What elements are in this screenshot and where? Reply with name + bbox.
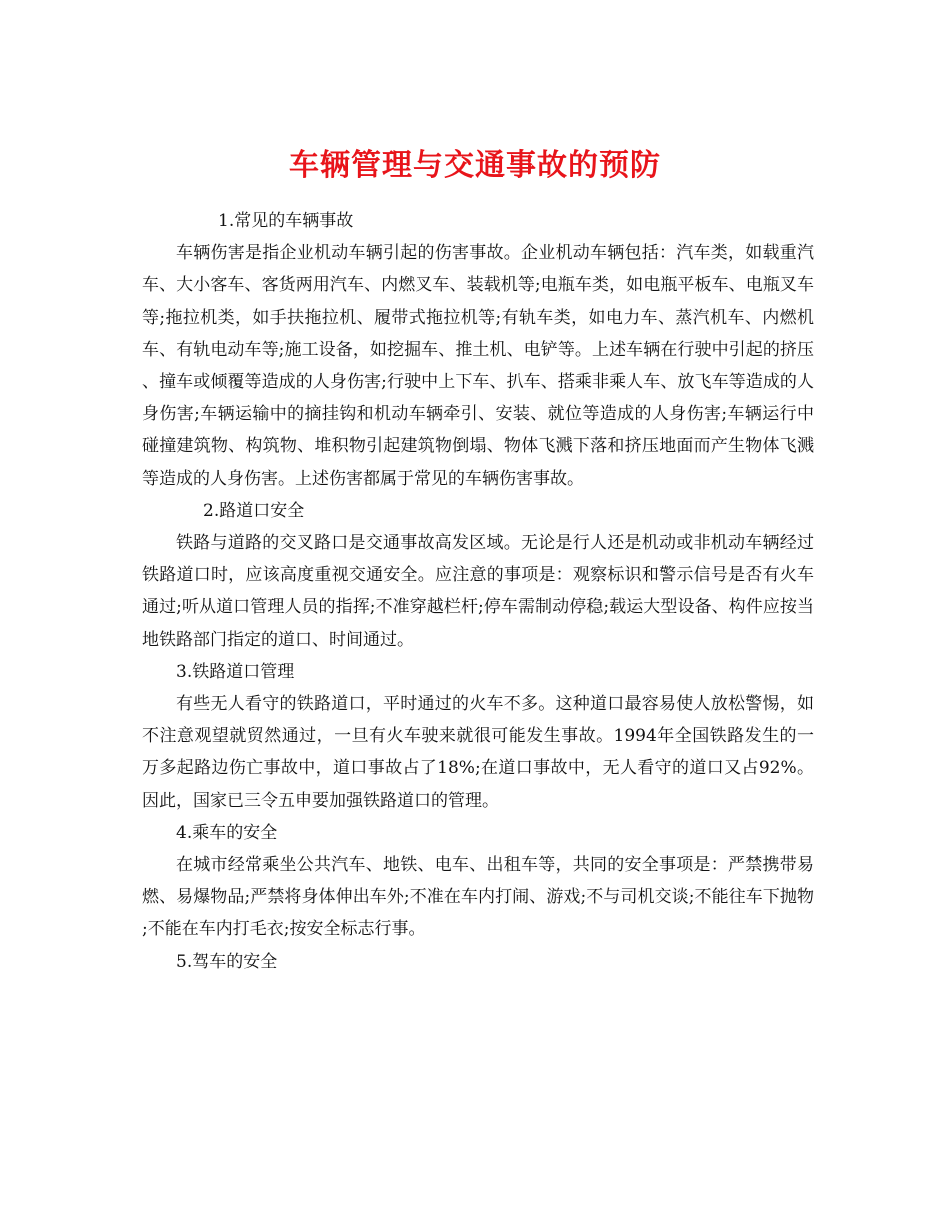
section-heading-2: 2.路道口安全 — [203, 500, 305, 521]
section-paragraph-2: 铁路与道路的交叉路口是交通事故高发区域。无论是行人还是机动或非机动车辆经过铁路道口时，应该高度重视交通安全。应注意的事项是：观察标识和警示信号是否有火车通过;听从道口管理人员的指挥;不准穿越栏杆;停车需制动停稳;载运大型设备、构件应按当地铁路部门指定的道口、时间通过。 — [142, 533, 814, 650]
document-body — [142, 205, 814, 978]
section-heading-4: 4.乘车的安全 — [176, 822, 278, 843]
section-paragraph-1: 车辆伤害是指企业机动车辆引起的伤害事故。企业机动车辆包括：汽车类，如载重汽车、大小客车、客货两用汽车、内燃叉车、装载机等;电瓶车类，如电瓶平板车、电瓶叉车等;拖拉机类，如手扶拖拉机、履带式拖拉机等;有轨车类，如电力车、蒸汽机车、内燃机车、有轨电动车等;施工设备，如挖掘车、推土机、电铲等。上述车辆在行驶中引起的挤压、撞车或倾覆等造成的人身伤害;行驶中上下车、扒车、搭乘非乘人车、放飞车等造成的人身伤害;车辆运输中的摘挂钩和机动车辆牵引、安装、就位等造成的人身伤害;车辆运行中碰撞建筑物、构筑物、堆积物引起建筑物倒塌、物体飞溅下落和挤压地面而产生物体飞溅等造成的人身伤害。上述伤害都属于常见的车辆伤害事故。 — [142, 243, 814, 489]
section-heading-3: 3.铁路道口管理 — [176, 661, 295, 682]
section-paragraph-3: 有些无人看守的铁路道口，平时通过的火车不多。这种道口最容易使人放松警惕，如不注意观望就贸然通过，一旦有火车驶来就很可能发生事故。1994年全国铁路发生的一万多起路边伤亡事故中，道口事故占了18%;在道口事故中，无人看守的道口又占92%。因此，国家已三令五申要加强铁路道口的管理。 — [142, 694, 814, 811]
section-heading-1: 1.常见的车辆事故 — [218, 211, 354, 231]
document-title: 车辆管理与交通事故的预防 — [289, 148, 661, 184]
section-heading-5: 5.驾车的安全 — [176, 951, 278, 972]
section-paragraph-4: 在城市经常乘坐公共汽车、地铁、电车、出租车等，共同的安全事项是：严禁携带易燃、易爆物品;严禁将身体伸出车外;不准在车内打闹、游戏;不与司机交谈;不能往车下抛物;不能在车内打毛衣;按安全标志行事。 — [142, 855, 814, 940]
